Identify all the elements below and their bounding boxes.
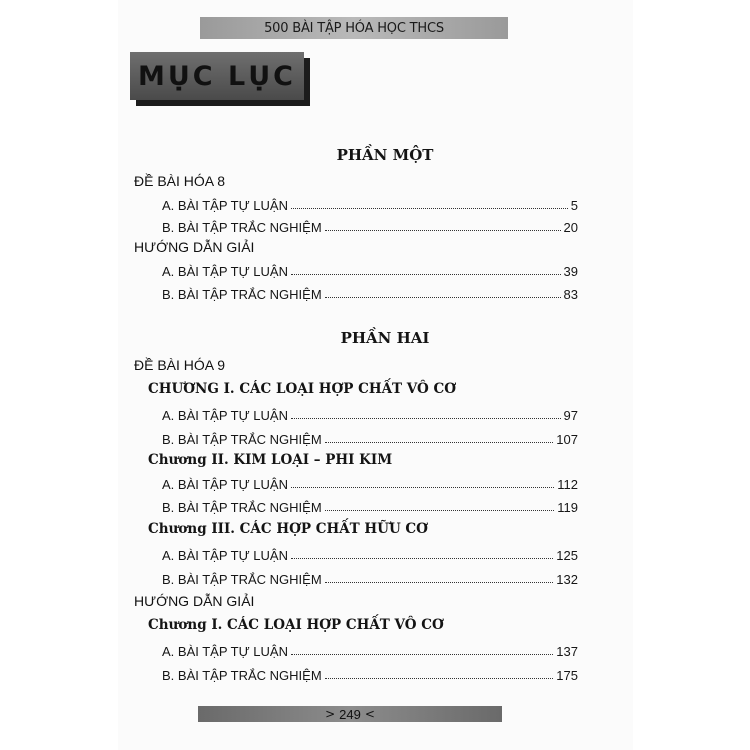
dot-leader — [291, 417, 561, 419]
toc-entry[interactable] — [162, 429, 578, 447]
dot-leader — [291, 486, 554, 488]
toc-entry-label: A. BÀI TẬP TỰ LUẬN — [162, 264, 288, 279]
section-heading: HƯỚNG DẪN GIẢI — [134, 593, 255, 609]
toc-entry[interactable] — [162, 569, 578, 587]
toc-entry[interactable] — [162, 545, 578, 563]
toc-entry-page: 39 — [563, 264, 578, 279]
toc-entry-page: 175 — [556, 668, 578, 683]
toc-entry-label: A. BÀI TẬP TỰ LUẬN — [162, 477, 288, 492]
toc-entry[interactable] — [162, 217, 578, 235]
toc-entry[interactable] — [162, 261, 578, 279]
dot-leader — [291, 207, 568, 209]
toc-entry-page: 5 — [570, 198, 578, 213]
toc-entry-page: 20 — [563, 220, 578, 235]
toc-entry[interactable] — [162, 284, 578, 302]
section-heading: ĐỀ BÀI HÓA 8 — [134, 173, 226, 189]
chapter-heading: Chương I. CÁC LOẠI HỢP CHẤT VÔ CƠ — [148, 617, 444, 633]
toc-entry[interactable] — [162, 405, 578, 423]
toc-entry[interactable] — [162, 195, 578, 213]
toc-entry-label: A. BÀI TẬP TỰ LUẬN — [162, 198, 288, 213]
toc-entry-page: 107 — [556, 432, 578, 447]
dot-leader — [325, 296, 561, 298]
right-arrow-icon: > — [325, 707, 336, 721]
toc-entry-label: A. BÀI TẬP TỰ LUẬN — [162, 644, 288, 659]
toc-entry-page: 119 — [557, 500, 578, 515]
toc-entry[interactable] — [162, 474, 578, 492]
section-heading: ĐỀ BÀI HÓA 9 — [134, 357, 226, 373]
section-heading: HƯỚNG DẪN GIẢI — [134, 239, 255, 255]
left-arrow-icon: < — [364, 707, 375, 721]
page-footer — [198, 706, 502, 722]
toc-entry-page: 83 — [563, 287, 578, 302]
toc-entry-page: 112 — [557, 477, 578, 492]
toc-entry-label: B. BÀI TẬP TRẮC NGHIỆM — [162, 220, 322, 235]
chapter-heading: CHƯƠNG I. CÁC LOẠI HỢP CHẤT VÔ CƠ — [148, 381, 457, 397]
part-one-title: PHẦN MỘT — [336, 146, 434, 164]
dot-leader — [291, 653, 553, 655]
chapter-heading: Chương II. KIM LOẠI – PHI KIM — [148, 452, 393, 468]
toc-entry-page: 137 — [556, 644, 578, 659]
dot-leader — [325, 509, 555, 511]
toc-entry[interactable] — [162, 641, 578, 659]
toc-entry-page: 132 — [556, 572, 578, 587]
book-title: 500 BÀI TẬP HÓA HỌC THCS — [264, 20, 444, 36]
toc-entry-label: B. BÀI TẬP TRẮC NGHIỆM — [162, 287, 322, 302]
toc-entry-label: A. BÀI TẬP TỰ LUẬN — [162, 548, 288, 563]
dot-leader — [325, 229, 561, 231]
toc-entry[interactable] — [162, 497, 578, 515]
toc-title: MỤC LỤC — [138, 60, 296, 92]
part-two-title: PHẦN HAI — [340, 329, 430, 347]
dot-leader — [325, 441, 554, 443]
book-page — [118, 0, 633, 750]
toc-entry[interactable] — [162, 665, 578, 683]
chapter-heading: Chương III. CÁC HỢP CHẤT HỮU CƠ — [148, 521, 428, 537]
toc-entry-label: B. BÀI TẬP TRẮC NGHIỆM — [162, 668, 322, 683]
running-header — [200, 17, 508, 39]
toc-entry-label: B. BÀI TẬP TRẮC NGHIỆM — [162, 432, 322, 447]
dot-leader — [291, 557, 553, 559]
toc-entry-page: 125 — [556, 548, 578, 563]
toc-entry-label: B. BÀI TẬP TRẮC NGHIỆM — [162, 572, 322, 587]
toc-entry-label: B. BÀI TẬP TRẮC NGHIỆM — [162, 500, 322, 515]
dot-leader — [325, 581, 554, 583]
toc-entry-page: 97 — [563, 408, 578, 423]
dot-leader — [291, 273, 561, 275]
toc-title-box — [130, 52, 304, 100]
toc-entry-label: A. BÀI TẬP TỰ LUẬN — [162, 408, 288, 423]
page-number: 249 — [339, 706, 361, 722]
dot-leader — [325, 677, 554, 679]
